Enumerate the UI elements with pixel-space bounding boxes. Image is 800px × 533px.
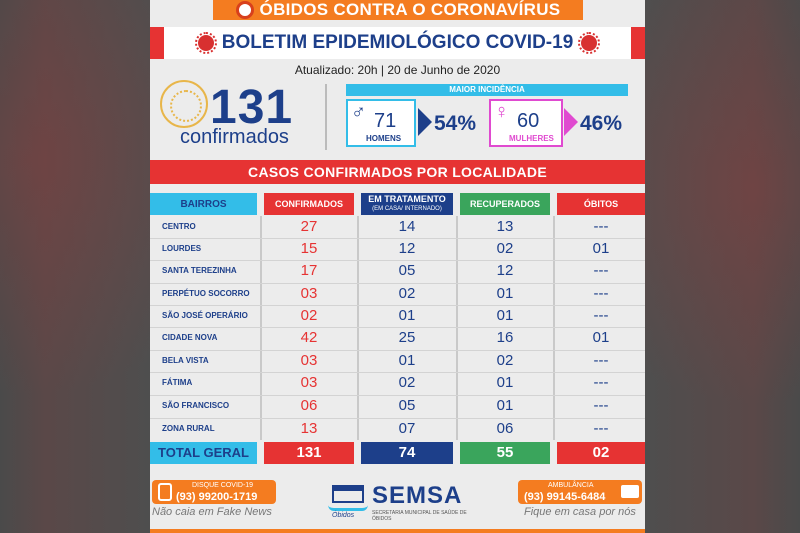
- header-tratamento: EM TRATAMENTO (EM CASA/ INTERNADO): [361, 193, 453, 215]
- maior-incidencia-header: MAIOR INCIDÊNCIA: [346, 84, 628, 96]
- female-label: MULHERES: [509, 134, 554, 143]
- female-box: [489, 99, 563, 147]
- total-confirmed: 131: [210, 81, 294, 134]
- table-row: FÁTIMA 03 02 01 ---: [162, 374, 609, 391]
- background-right: [645, 0, 800, 533]
- bulletin-title: BOLETIM EPIDEMIOLÓGICO COVID-19: [221, 32, 574, 53]
- table-row: SANTA TEREZINHA 17 05 12 ---: [162, 262, 609, 279]
- table-title: CASOS CONFIRMADOS POR LOCALIDADE: [150, 160, 645, 184]
- table-row: LOURDES 15 12 02 01: [162, 240, 610, 257]
- ambulance-icon: [621, 485, 639, 498]
- title-bar: [150, 27, 645, 59]
- top-banner: [213, 0, 583, 20]
- table-row: ZONA RURAL 13 07 06 ---: [162, 420, 609, 437]
- virus-icon: [581, 35, 597, 51]
- semsa-logo-text: SEMSA: [372, 482, 463, 509]
- background-left: [0, 0, 150, 533]
- disque-covid-box: DISQUE COVID-19 (93) 99200-1719: [152, 480, 276, 504]
- female-icon: ♀: [494, 101, 509, 123]
- fique-em-casa-text: Fique em casa por nós: [524, 506, 636, 518]
- ambulancia-box: AMBULÂNCIA (93) 99145-6484: [518, 480, 642, 504]
- footer: [150, 475, 645, 533]
- semsa-subtitle: SECRETARIA MUNICIPAL DE SAÚDE DE ÓBIDOS: [372, 510, 467, 522]
- table-row: PERPÉTUO SOCORRO 03 02 01 ---: [162, 285, 609, 302]
- female-percent: 46%: [580, 112, 623, 135]
- total-confirmed-label: confirmados: [180, 126, 289, 148]
- virus-icon: [198, 35, 214, 51]
- header-recuperados: RECUPERADOS: [460, 193, 550, 215]
- male-count: 71: [374, 110, 397, 132]
- header-obitos: ÓBITOS: [557, 193, 645, 215]
- header-bairros: BAIRROS: [150, 193, 257, 215]
- arrow-right-icon: [418, 108, 432, 136]
- virus-icon: [236, 1, 254, 19]
- arrow-right-icon: [564, 108, 578, 136]
- updated-time: Atualizado: 20h | 20 de Junho de 2020: [294, 63, 501, 77]
- table-row: SÃO FRANCISCO 06 05 01 ---: [162, 397, 609, 414]
- banner-title: ÓBIDOS CONTRA O CORONAVÍRUS: [259, 0, 561, 19]
- total-recuperados: 55: [460, 442, 550, 464]
- phone-icon: [158, 483, 172, 501]
- table-row: CENTRO 27 14 13 ---: [162, 218, 609, 235]
- disque-phone: (93) 99200-1719: [176, 491, 258, 503]
- divider: [325, 84, 327, 150]
- ambulancia-phone: (93) 99145-6484: [524, 491, 606, 503]
- virus-icon: [160, 80, 208, 128]
- fake-news-text: Não caia em Fake News: [152, 506, 272, 518]
- female-count: 60: [517, 110, 540, 132]
- total-obitos: 02: [557, 442, 645, 464]
- total-confirmados: 131: [264, 442, 354, 464]
- obidos-label: Óbidos: [332, 512, 355, 519]
- header-confirmados: CONFIRMADOS: [264, 193, 354, 215]
- total-tratamento: 74: [361, 442, 453, 464]
- male-icon: ♂: [351, 101, 366, 123]
- table-row: CIDADE NOVA 42 25 16 01: [162, 329, 610, 346]
- bulletin-poster: [150, 0, 645, 533]
- male-percent: 54%: [434, 112, 477, 135]
- table-row: BELA VISTA 03 01 02 ---: [162, 352, 609, 369]
- total-label: TOTAL GERAL: [150, 442, 257, 464]
- male-label: HOMENS: [366, 134, 402, 143]
- male-box: [346, 99, 416, 147]
- table-row: SÃO JOSÉ OPERÁRIO 02 01 01 ---: [162, 307, 609, 324]
